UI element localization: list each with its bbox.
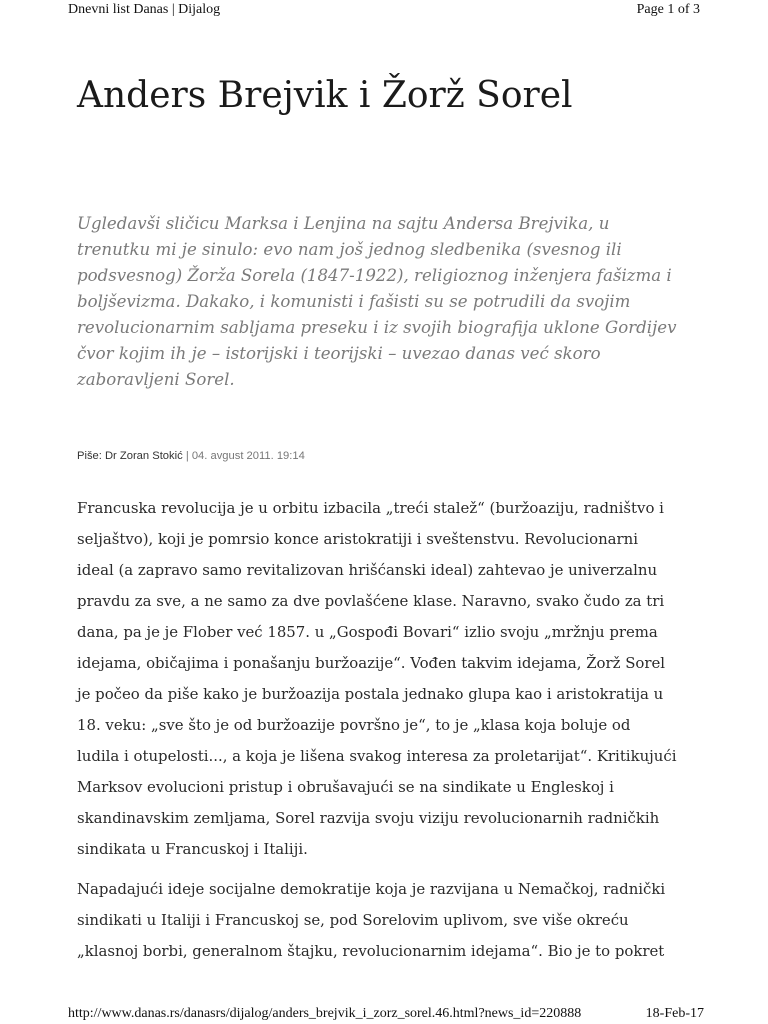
page-indicator: Page 1 of 3 xyxy=(636,2,700,17)
byline xyxy=(77,448,677,464)
article-title: Anders Brejvik i Žorž Sorel xyxy=(77,75,573,116)
print-date: 18-Feb-17 xyxy=(645,1006,704,1021)
byline-date: 04. avgust 2011. 19:14 xyxy=(191,450,305,462)
article xyxy=(77,68,677,976)
article-body xyxy=(77,493,677,967)
page-url: http://www.danas.rs/danasrs/dijalog/anders_brejvik_i_zorz_sorel.46.html?news_id=220888 xyxy=(68,1006,582,1021)
article-paragraph: Napadajući ideje socijalne demokratije koja je razvijana u Nemačkoj, radnički sindikati u Italiji i Francuskoj se, pod Sorelovim uplivom, sve više okreću „klasnoj borbi, generalnom štajku, revolucionarnim idejama“. Bio je to pokret xyxy=(77,880,666,960)
print-header xyxy=(68,0,700,20)
article-lead: Ugledavši sličicu Marksa i Lenjina na sajtu Andersa Brejvika, u trenutku mi je sinulo: evo nam još jednog sledbenika (svesnog ili podsvesnog) Žorža Sorela (1847-1922), religioznog inženjera fašizma i boljševizma. Dakako, i komunisti i fašisti su se potrudili da svojim revolucionarnim sabljama preseku i iz svojih biografija uklone Gordijev čvor kojim ih je – istorijski i teorijski – uvezao danas već skoro zaboravljeni Sorel. xyxy=(77,214,677,389)
article-paragraph: Francuska revolucija je u orbitu izbacila „treći stalež“ (buržoaziju, radništvo i seljaštvo), koji je pomrsio konce aristokratiji i sveštenstvu. Revolucionarni ideal (a zapravo samo revitalizovan hrišćanski ideal) zahtevao je univerzalnu pravdu za sve, a ne samo za dve povlašćene klase. Naravno, svako čudo za tri dana, pa je je Flober već 1857. u „Gospođi Bovari“ izlio svoju „mržnju prema idejama, običajima i ponašanju buržoazije“. Vođen takvim idejama, Žorž Sorel je počeo da piše kako je buržoazija postala jednako glupa kao i aristokratija u 18. veku: „sve što je od buržoazije površno je“, to je „klasa koja boluje od ludila i otupelosti..., a koja je lišena svakog interesa za proletarijat“. Kritikujući Marksov evolucioni pristup i obrušavajući se na sindikate u Engleskoj i skandinavskim zemljama, Sorel razvija svoju viziju revolucionarnih radničkih sindikata u Francuskoj i Italiji. xyxy=(77,499,677,858)
site-title: Dnevni list Danas | Dijalog xyxy=(68,2,221,17)
print-footer xyxy=(68,1004,704,1024)
byline-separator: | xyxy=(185,450,189,462)
byline-author: Piše: Dr Zoran Stokić xyxy=(77,450,183,462)
